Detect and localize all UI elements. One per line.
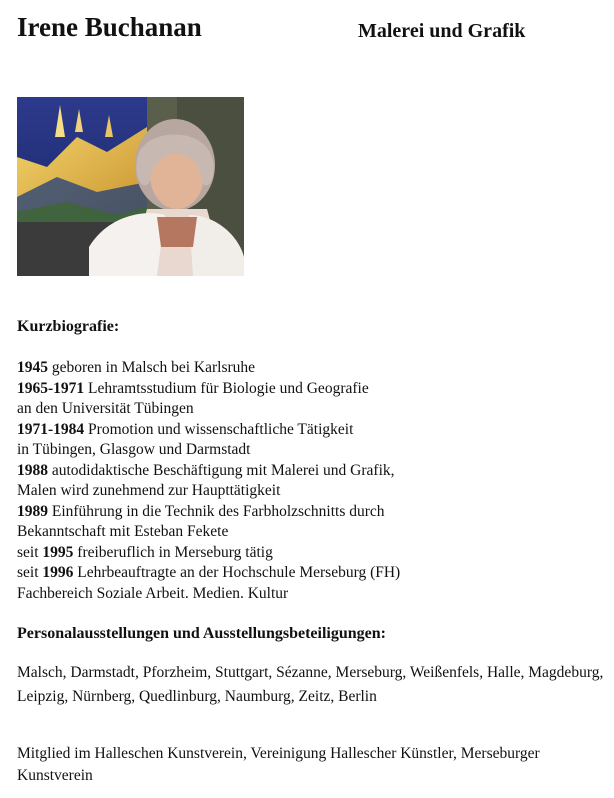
bio-heading: Kurzbiografie: — [17, 318, 120, 335]
bio-line-prefix: seit — [17, 564, 43, 581]
exhibition-places: Malsch, Darmstadt, Pforzheim, Stuttgart, Sézanne, Merseburg, Weißenfels, Halle, Magdeburg, Leipzig, Nürnberg, Quedlinburg, Naumburg, Zeitz, Berlin — [17, 664, 604, 705]
bio-line — [17, 379, 400, 400]
bio-line-text: Bekanntschaft mit Esteban Fekete — [17, 523, 229, 540]
bio-list — [17, 358, 400, 604]
bio-line-text: in Tübingen, Glasgow und Darmstadt — [17, 441, 251, 458]
bio-line — [17, 420, 400, 441]
bio-line — [17, 358, 400, 379]
bio-line-text: freiberuflich in Merseburg tätig — [73, 543, 273, 561]
bio-line-year: 1945 — [17, 359, 48, 376]
bio-line — [17, 584, 400, 605]
bio-line-text: Lehrbeauftragte an der Hochschule Merseburg (FH) — [73, 564, 401, 581]
membership-text: Mitglied im Halleschen Kunstverein, Vereinigung Hallescher Künstler, Merseburger Kunstverein — [17, 745, 540, 784]
bio-line-year: 1995 — [42, 543, 74, 561]
bio-line-prefix: seit — [17, 543, 43, 561]
bio-line-text: Lehramtsstudium für Biologie und Geografie — [84, 379, 369, 397]
bio-line — [17, 399, 400, 420]
artist-discipline: Malerei und Grafik — [358, 20, 526, 42]
bio-line-text: Fachbereich Soziale Arbeit. Medien. Kultur — [17, 584, 289, 602]
bio-line — [17, 522, 400, 543]
bio-line-text: Promotion und wissenschaftliche Tätigkeit — [84, 420, 354, 438]
bio-line — [17, 502, 400, 523]
bio-line-text: geboren in Malsch bei Karlsruhe — [48, 359, 256, 376]
bio-line-year: 1996 — [42, 564, 74, 581]
bio-line-text: Einführung in die Technik des Farbholzschnitts durch — [48, 502, 385, 520]
exhibitions-heading: Personalausstellungen und Ausstellungsbeteiligungen: — [17, 625, 386, 642]
bio-line-text: an den Universität Tübingen — [17, 400, 194, 417]
bio-line-year: 1965-1971 — [17, 379, 85, 397]
artist-name: Irene Buchanan — [17, 12, 202, 42]
bio-line-year: 1988 — [17, 461, 48, 479]
bio-line — [17, 440, 400, 461]
portrait-photo — [17, 97, 244, 276]
bio-line — [17, 563, 400, 584]
bio-line-year: 1971-1984 — [17, 420, 85, 438]
bio-line-text: autodidaktische Beschäftigung mit Malerei und Grafik, — [48, 461, 395, 479]
bio-line — [17, 461, 400, 482]
bio-line — [17, 543, 400, 564]
bio-line-text: Malen wird zunehmend zur Haupttätigkeit — [17, 482, 281, 499]
bio-line-year: 1989 — [17, 502, 48, 520]
bio-line — [17, 481, 400, 502]
